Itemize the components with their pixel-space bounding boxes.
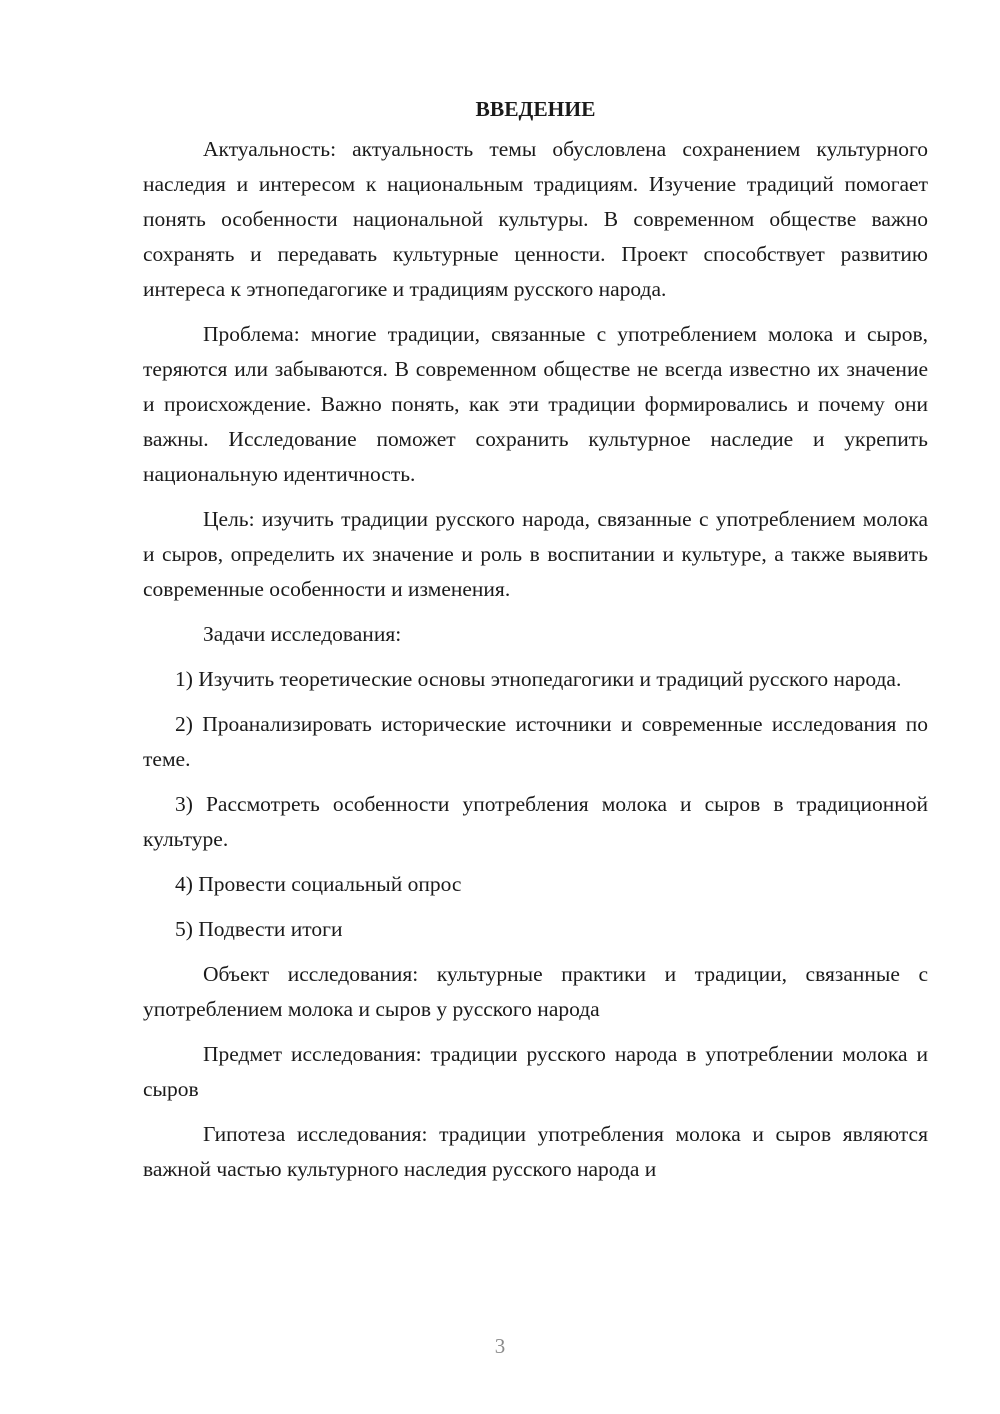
hypothesis-paragraph: Гипотеза исследования: традиции употребления молока и сыров являются важной частью культурного наследия русского народа и [143,1122,928,1181]
task-item-1: 1) Изучить теоретические основы этнопедагогики и традиций русского народа. [175,667,902,691]
object-paragraph: Объект исследования: культурные практики и традиции, связанные с употреблением молока и сыров у русского народа [143,962,928,1021]
task-item-4: 4) Провести социальный опрос [175,872,462,896]
tasks-heading: Задачи исследования: [203,622,402,646]
task-item-2: 2) Проанализировать исторические источники и современные исследования по теме. [143,712,928,771]
problem-paragraph: Проблема: многие традиции, связанные с употреблением молока и сыров, теряются или забываются. В современном обществе не всегда известно их значение и происхождение. Важно понять, как эти традиции формировались и почему они важны. Исследование поможет сохранить культурное наследие и укрепить национальную идентичность. [143,322,928,486]
task-item-3: 3) Рассмотреть особенности употребления молока и сыров в традиционной культуре. [143,792,928,851]
subject-paragraph: Предмет исследования: традиции русского народа в употреблении молока и сыров [143,1042,928,1101]
task-item-5: 5) Подвести итоги [175,917,343,941]
relevance-paragraph: Актуальность: актуальность темы обусловлена сохранением культурного наследия и интересом к национальным традициям. Изучение традиций помогает понять особенности национальной культуры. В современном обществе важно сохранять и передавать культурные ценности. Проект способствует развитию интереса к этнопедагогике и традициям русского народа. [143,137,928,301]
document-page [143,92,928,1197]
section-title: ВВЕДЕНИЕ [475,97,596,121]
goal-paragraph: Цель: изучить традиции русского народа, связанные с употреблением молока и сыров, определить их значение и роль в воспитании и культуре, а также выявить современные особенности и изменения. [143,507,928,601]
page-number: 3 [494,1334,506,1358]
